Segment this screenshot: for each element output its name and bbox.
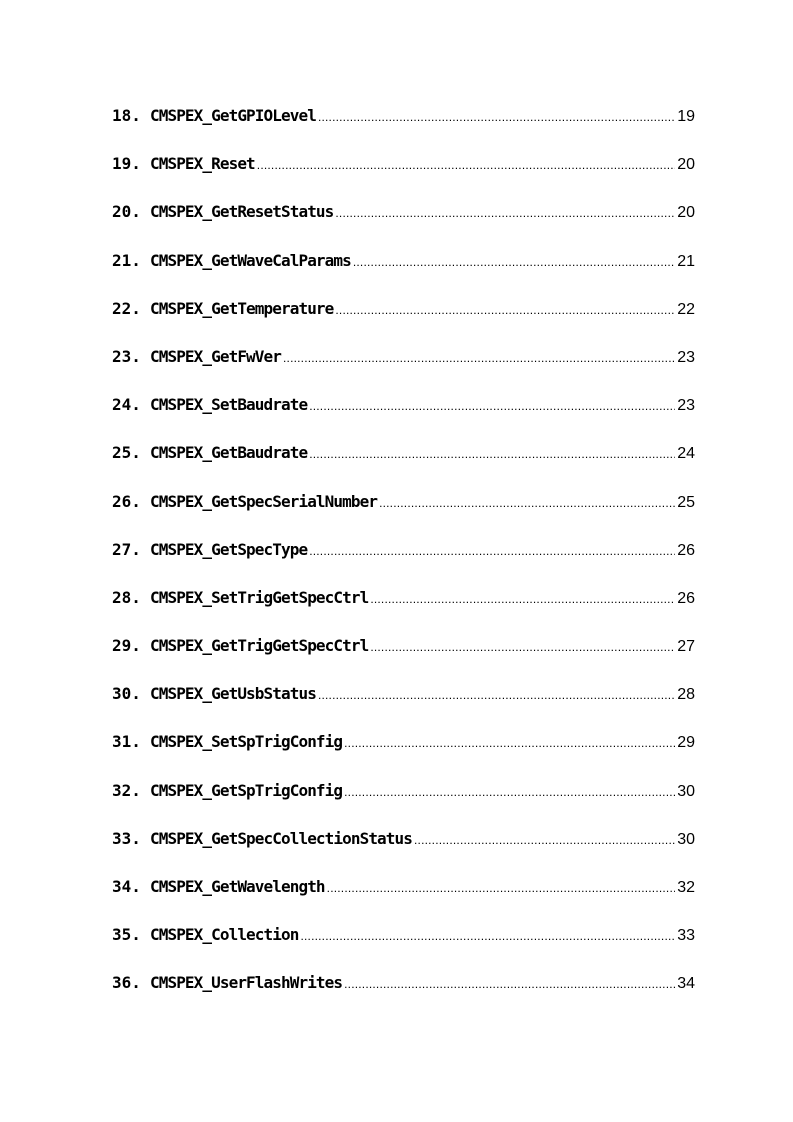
dot-leader (414, 828, 675, 852)
entry-title: CMSPEX_GetSpTrigConfig (150, 780, 343, 800)
entry-number: 30. (112, 684, 141, 704)
entry-title: CMSPEX_GetSpecSerialNumber (150, 491, 378, 511)
entry-number: 29. (112, 636, 141, 656)
entry-title: CMSPEX_SetTrigGetSpecCtrl (150, 587, 369, 607)
entry-number: 20. (112, 202, 141, 222)
toc-entry-20[interactable] (112, 200, 695, 248)
toc-entry-24[interactable] (112, 393, 695, 441)
entry-page-number: 29 (677, 734, 695, 752)
toc-entry-34[interactable] (112, 875, 695, 923)
entry-title: CMSPEX_GetTrigGetSpecCtrl (150, 636, 369, 656)
toc-entry-27[interactable] (112, 538, 695, 586)
toc-entry-25[interactable] (112, 441, 695, 489)
entry-number: 26. (112, 491, 141, 511)
entry-title: CMSPEX_SetSpTrigConfig (150, 732, 343, 752)
entry-number: 32. (112, 780, 141, 800)
entry-page-number: 20 (677, 156, 695, 174)
entry-page-number: 32 (677, 879, 695, 896)
dot-leader (370, 587, 675, 611)
entry-page-number: 34 (677, 975, 695, 993)
entry-page-number: 30 (677, 782, 695, 800)
entry-title: CMSPEX_GetUsbStatus (150, 684, 316, 704)
entry-title: CMSPEX_GetFwVer (150, 346, 281, 366)
dot-leader (283, 346, 675, 370)
entry-number: 34. (112, 877, 141, 896)
toc-entry-28[interactable] (112, 586, 695, 634)
toc-entry-31[interactable] (112, 730, 695, 778)
entry-page-number: 26 (677, 541, 695, 559)
entry-number: 22. (112, 298, 141, 318)
entry-title: CMSPEX_GetTemperature (150, 298, 334, 318)
toc-entry-18[interactable] (112, 104, 695, 152)
entry-page-number: 27 (677, 638, 695, 656)
entry-number: 27. (112, 539, 141, 559)
dot-leader (318, 105, 675, 129)
entry-number: 33. (112, 828, 141, 848)
entry-page-number: 24 (677, 445, 695, 463)
entry-number: 19. (112, 154, 141, 174)
toc-entry-35[interactable] (112, 923, 695, 971)
dot-leader (318, 683, 675, 707)
dot-leader (335, 298, 675, 322)
entry-title: CMSPEX_GetResetStatus (150, 202, 334, 222)
entry-number: 25. (112, 443, 141, 463)
dot-leader (335, 201, 675, 225)
entry-page-number: 26 (677, 589, 695, 607)
entry-number: 21. (112, 250, 141, 270)
entry-title: CMSPEX_GetWavelength (150, 877, 325, 896)
entry-number: 31. (112, 732, 141, 752)
dot-leader (344, 780, 675, 804)
entry-page-number: 21 (677, 252, 695, 270)
table-of-contents (112, 104, 695, 1020)
entry-title: CMSPEX_GetSpecCollectionStatus (150, 828, 412, 848)
entry-page-number: 19 (677, 108, 695, 125)
dot-leader (344, 972, 675, 996)
toc-entry-19[interactable] (112, 152, 695, 200)
toc-entry-29[interactable] (112, 634, 695, 682)
entry-number: 28. (112, 587, 141, 607)
toc-entry-22[interactable] (112, 297, 695, 345)
entry-number: 24. (112, 395, 141, 415)
entry-number: 35. (112, 925, 141, 945)
dot-leader (257, 153, 675, 177)
entry-title: CMSPEX_GetWaveCalParams (150, 250, 351, 270)
entry-number: 23. (112, 346, 141, 366)
entry-title: CMSPEX_GetBaudrate (150, 443, 308, 463)
entry-title: CMSPEX_GetSpecType (150, 539, 308, 559)
entry-page-number: 23 (677, 397, 695, 415)
toc-entry-26[interactable] (112, 490, 695, 538)
entry-title: CMSPEX_Reset (150, 154, 255, 174)
toc-entry-23[interactable] (112, 345, 695, 393)
entry-title: CMSPEX_SetBaudrate (150, 395, 308, 415)
dot-leader (300, 924, 675, 948)
entry-title: CMSPEX_Collection (150, 925, 299, 945)
dot-leader (309, 442, 675, 466)
entry-title: CMSPEX_GetGPIOLevel (150, 106, 316, 125)
dot-leader (353, 250, 675, 274)
dot-leader (327, 876, 676, 900)
toc-entry-33[interactable] (112, 827, 695, 875)
entry-number: 36. (112, 973, 141, 993)
dot-leader (379, 491, 675, 515)
entry-page-number: 33 (677, 927, 695, 945)
entry-page-number: 23 (677, 348, 695, 366)
dot-leader (309, 539, 675, 563)
entry-page-number: 22 (677, 300, 695, 318)
entry-page-number: 30 (677, 830, 695, 848)
dot-leader (309, 394, 675, 418)
toc-entry-36[interactable] (112, 971, 695, 1019)
toc-entry-21[interactable] (112, 249, 695, 297)
dot-leader (370, 635, 675, 659)
entry-page-number: 20 (677, 204, 695, 222)
toc-entry-32[interactable] (112, 779, 695, 827)
toc-entry-30[interactable] (112, 682, 695, 730)
entry-number: 18. (112, 106, 141, 125)
entry-title: CMSPEX_UserFlashWrites (150, 973, 343, 993)
entry-page-number: 28 (677, 686, 695, 704)
entry-page-number: 25 (677, 493, 695, 511)
dot-leader (344, 731, 675, 755)
